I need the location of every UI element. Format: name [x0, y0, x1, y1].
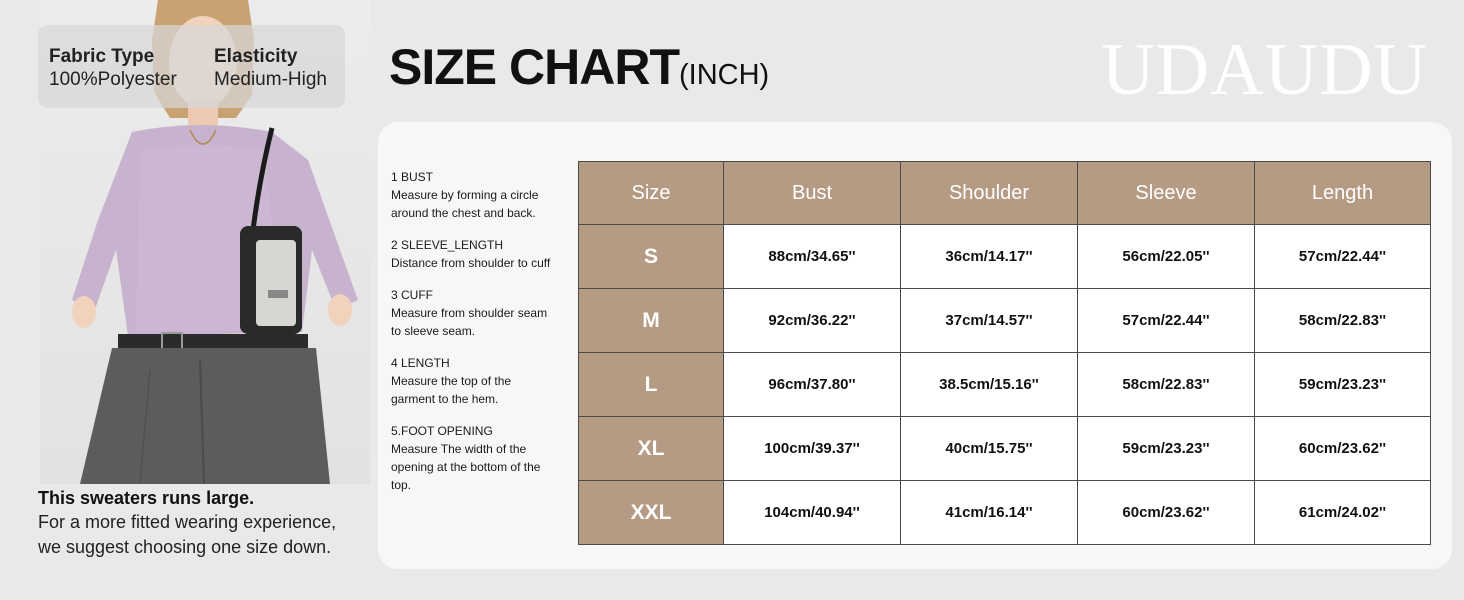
- guide-heading: 4 LENGTH: [391, 356, 450, 370]
- sizing-note-heading: This sweaters runs large.: [38, 488, 255, 508]
- guide-description: Measure the top of the garment to the hem.: [391, 374, 512, 406]
- column-header-size: Size: [579, 162, 724, 225]
- column-header-length: Length: [1255, 162, 1431, 225]
- guide-description: Distance from shoulder to cuff: [391, 256, 551, 270]
- size-cell: L: [579, 353, 724, 417]
- guide-item-sleeve-length: [391, 236, 551, 272]
- sleeve-cell: 58cm/22.83'': [1078, 353, 1255, 417]
- bust-cell: 104cm/40.94'': [724, 481, 901, 545]
- sleeve-cell: 60cm/23.62'': [1078, 481, 1255, 545]
- size-table: [578, 161, 1431, 545]
- length-cell: 57cm/22.44'': [1255, 225, 1431, 289]
- page-title-unit: (INCH): [679, 59, 770, 91]
- size-cell: S: [579, 225, 724, 289]
- column-header-shoulder: Shoulder: [901, 162, 1078, 225]
- column-header-sleeve: Sleeve: [1078, 162, 1255, 225]
- table-row: [579, 289, 1431, 353]
- bust-cell: 92cm/36.22'': [724, 289, 901, 353]
- elasticity-label: Elasticity: [214, 46, 298, 67]
- brand-logo: UDAUDU: [1101, 29, 1428, 111]
- sleeve-cell: 59cm/23.23'': [1078, 417, 1255, 481]
- sizing-note-line-1: For a more fitted wearing experience,: [38, 512, 337, 532]
- guide-heading: 2 SLEEVE_LENGTH: [391, 238, 504, 252]
- measurement-guide: [391, 168, 551, 508]
- belt: [118, 334, 308, 348]
- length-cell: 59cm/23.23'': [1255, 353, 1431, 417]
- fabric-type-value: 100%Polyester: [49, 69, 177, 90]
- guide-description: Measure from shoulder seam to sleeve seam.: [391, 306, 548, 338]
- guide-description: Measure The width of the opening at the bottom of the top.: [391, 442, 541, 492]
- size-cell: M: [579, 289, 724, 353]
- size-cell: XXL: [579, 481, 724, 545]
- table-row: [579, 481, 1431, 545]
- sizing-note-line-2: we suggest choosing one size down.: [38, 537, 332, 557]
- shoulder-cell: 40cm/15.75'': [901, 417, 1078, 481]
- page-title: [389, 38, 769, 104]
- guide-description: Measure by forming a circle around the chest and back.: [391, 188, 539, 220]
- guide-heading: 1 BUST: [391, 170, 434, 184]
- sleeve-cell: 56cm/22.05'': [1078, 225, 1255, 289]
- sizing-note: [38, 486, 378, 560]
- fabric-type: [49, 46, 177, 92]
- column-header-bust: Bust: [724, 162, 901, 225]
- bust-cell: 88cm/34.65'': [724, 225, 901, 289]
- fabric-info-box: [38, 25, 345, 108]
- guide-item-foot-opening: [391, 422, 551, 494]
- table-row: [579, 417, 1431, 481]
- elasticity: [214, 46, 327, 92]
- length-cell: 61cm/24.02'': [1255, 481, 1431, 545]
- fabric-type-label: Fabric Type: [49, 46, 155, 67]
- page-title-main: SIZE CHART: [389, 39, 679, 95]
- shoulder-cell: 36cm/14.17'': [901, 225, 1078, 289]
- guide-item-cuff: [391, 286, 551, 340]
- sleeve-cell: 57cm/22.44'': [1078, 289, 1255, 353]
- length-cell: 58cm/22.83'': [1255, 289, 1431, 353]
- shoulder-cell: 37cm/14.57'': [901, 289, 1078, 353]
- guide-heading: 5.FOOT OPENING: [391, 424, 493, 438]
- guide-item-length: [391, 354, 551, 408]
- guide-item-bust: [391, 168, 551, 222]
- guide-heading: 3 CUFF: [391, 288, 433, 302]
- bust-cell: 96cm/37.80'': [724, 353, 901, 417]
- size-cell: XL: [579, 417, 724, 481]
- shoulder-cell: 41cm/16.14'': [901, 481, 1078, 545]
- table-row: [579, 353, 1431, 417]
- table-header-row: [579, 162, 1431, 225]
- pants: [80, 348, 330, 484]
- elasticity-value: Medium-High: [214, 69, 327, 90]
- size-chart-panel: [378, 122, 1452, 569]
- table-row: [579, 225, 1431, 289]
- bust-cell: 100cm/39.37'': [724, 417, 901, 481]
- length-cell: 60cm/23.62'': [1255, 417, 1431, 481]
- shoulder-cell: 38.5cm/15.16'': [901, 353, 1078, 417]
